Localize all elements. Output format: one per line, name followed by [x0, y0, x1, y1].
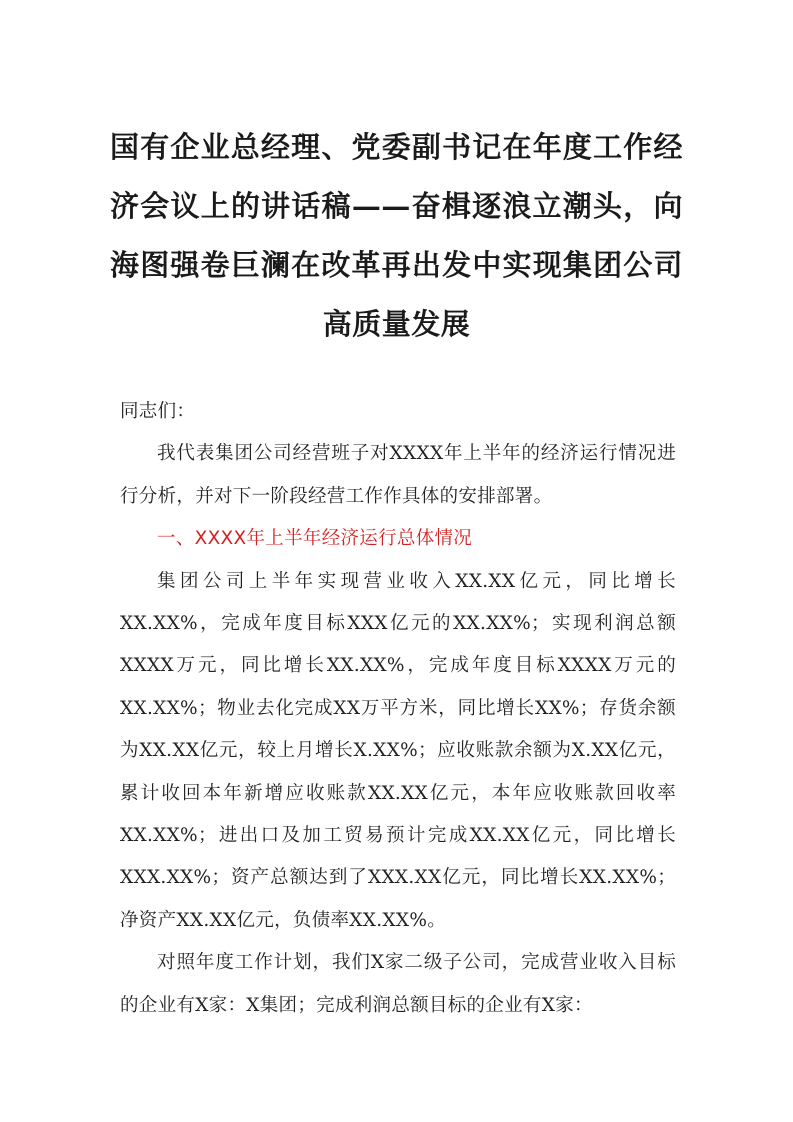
salutation: 同志们：: [120, 401, 196, 422]
section-paragraph: 对照年度工作计划，我们X家二级子公司，完成营业收入目标的企业有X家：X集团；完成利润总额目标的企业有X家：: [120, 952, 676, 1016]
section-paragraph: 集团公司上半年实现营业收入XX.XX亿元，同比增长XX.XX%，完成年度目标XXX亿元的XX.XX%；实现利润总额XXXX万元，同比增长XX.XX%，完成年度目标XXXX万元的XX.XX%；物业去化完成XX万平方米，同比增长XX%；存货余额为XX.XX亿元，较上月增长X.XX%；应收账款余额为X.XX亿元，累计收回本年新增应收账款XX.XX亿元，本年应收账款回收率XX.XX%；进出口及加工贸易预计完成XX.XX亿元，同比增长XXX.XX%；资产总额达到了XXX.XX亿元，同比增长XX.XX%；净资产XX.XX亿元，负债率XX.XX%。: [120, 570, 676, 931]
section-heading: 一、XXXX年上半年经济运行总体情况: [157, 528, 473, 550]
intro-paragraph: 我代表集团公司经营班子对XXXX年上半年的经济运行情况进行分析，并对下一阶段经营工作作具体的安排部署。: [120, 443, 676, 507]
document-body: [120, 391, 676, 1027]
document-title: 国有企业总经理、党委副书记在年度工作经济会议上的讲话稿——奋楫逐浪立潮头，向海图强卷巨澜在改革再出发中实现集团公司高质量发展: [110, 130, 683, 341]
